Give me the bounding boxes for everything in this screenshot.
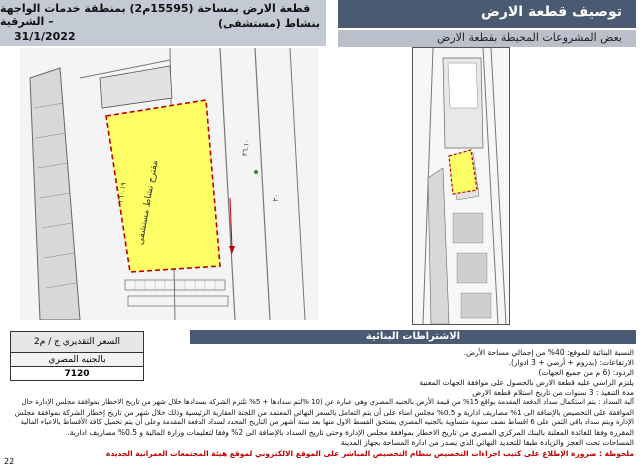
plot-description-line2: بنشاط (مستشفى): [218, 17, 320, 30]
setbacks-line: الردود: (6 م من جميع الجهات): [538, 368, 634, 377]
note-line: ملحوظة : ضرورة الإطلاع على كتيب اجراءات التخصيص بنظام التخصيص المباشر على الموقع الالكتروني لموقع هيئة المجتمعات العمرانية الجديدة: [105, 449, 634, 458]
payment-method-line1: آلية السداد : يتم استكمال سداد الدفعة المقدمة بواقع 15% من قيمة الأرض بالجنيه المصري وهي عبارة عن (10 %لتم سدادها + 5% تلتزم الشركة بسدادها خلال شهر من تاريخ الاخطار بموافقة مجلس الإدارة حال: [21, 398, 634, 406]
approvals-line: يلتزم الراسي عليه قطعة الارض بالحصول على موافقة الجهات المعنية: [419, 378, 634, 387]
execution-period-line: مدة التنفيذ : 3 سنوات من تاريخ استلام قطعة الارض: [472, 388, 634, 397]
heights-line: الارتفاعات: (بدروم + أرضي + 3 ادوار).: [508, 358, 634, 367]
plot-dimension-a: ٢٦٠.١٩: [116, 181, 128, 204]
payment-method-line3: الإدارة ويتم سداد باقي الثمن على 6 اقساط نصف سنوية متساوية بالجنيه المصري يستحق القسط الاول منها بعد ستة أشهر من التاريخ المحدد لسداد الدفعة المقدمة وعلى أن يتم تحميل كافة الأقساط بالاعباء المالية: [20, 418, 634, 426]
estimated-price-table: [10, 331, 144, 381]
area-adjustment-line: المساحات تحت العجز والزيادة طبقا للتحديد النهائي الذي يصدر من ادارة المساحة بجهاز المدينة: [340, 438, 634, 447]
site-plan-detail-map: [20, 48, 318, 320]
plot-activity-label: مقترح نشاط مستشفى: [135, 159, 161, 246]
payment-method-line4: المقررة وفقا للفائدة المعلنة بالبنك المركزي المصري من تاريخ الاخطار بموافقة مجلس الإدارة وحتى تاريخ السداد بالإضافة الى 2% وفقا لتعليمات وزارة المالية و 0.5% مصاريف ادارية.: [67, 428, 634, 437]
plot-dimension-c: ٢٠: [271, 193, 281, 203]
document-date: 31/1/2022: [14, 30, 76, 43]
page-number: 22: [4, 457, 15, 466]
building-ratio-line: النسبة البنائية للموقع: 40% من إجمالي مساحة الأرض.: [463, 348, 634, 357]
plot-dimension-b: ٢٦.١٠: [240, 138, 252, 157]
subheader-bar-right: [338, 30, 636, 47]
header-bar-right: [338, 0, 636, 28]
subheader-title: بعض المشروعات المحيطة بقطعة الارض: [437, 31, 622, 44]
header-bar-left: [0, 0, 326, 46]
plot-description-line1: قطعة الارض بمساحة (15595م2) بمنطقة خدمات الواجهة الشرقية –: [0, 2, 311, 28]
payment-method-line2: الموافقة على التخصيص بالإضافة الى 1% مصاريف ادارية و 0.5% مجلس امناء على أن يتم التعامل بالسعر النهائي المعتمد من اللجنة العقارية الرئيسية وذلك خلال شهر من تاريخ إخطار الشركة بموافقة مجلس: [14, 408, 634, 417]
conditions-header-bar: [190, 330, 636, 344]
price-table-header: السعر التقديري ج / م2: [11, 332, 144, 353]
price-table-currency: بالجنيه المصري: [11, 353, 144, 367]
site-location-overview-map: [412, 47, 510, 325]
page-title: توصيف قطعة الارض: [480, 4, 622, 20]
conditions-title: الاشتراطات البنائية: [365, 331, 461, 342]
price-table-value: 7120: [11, 367, 144, 381]
